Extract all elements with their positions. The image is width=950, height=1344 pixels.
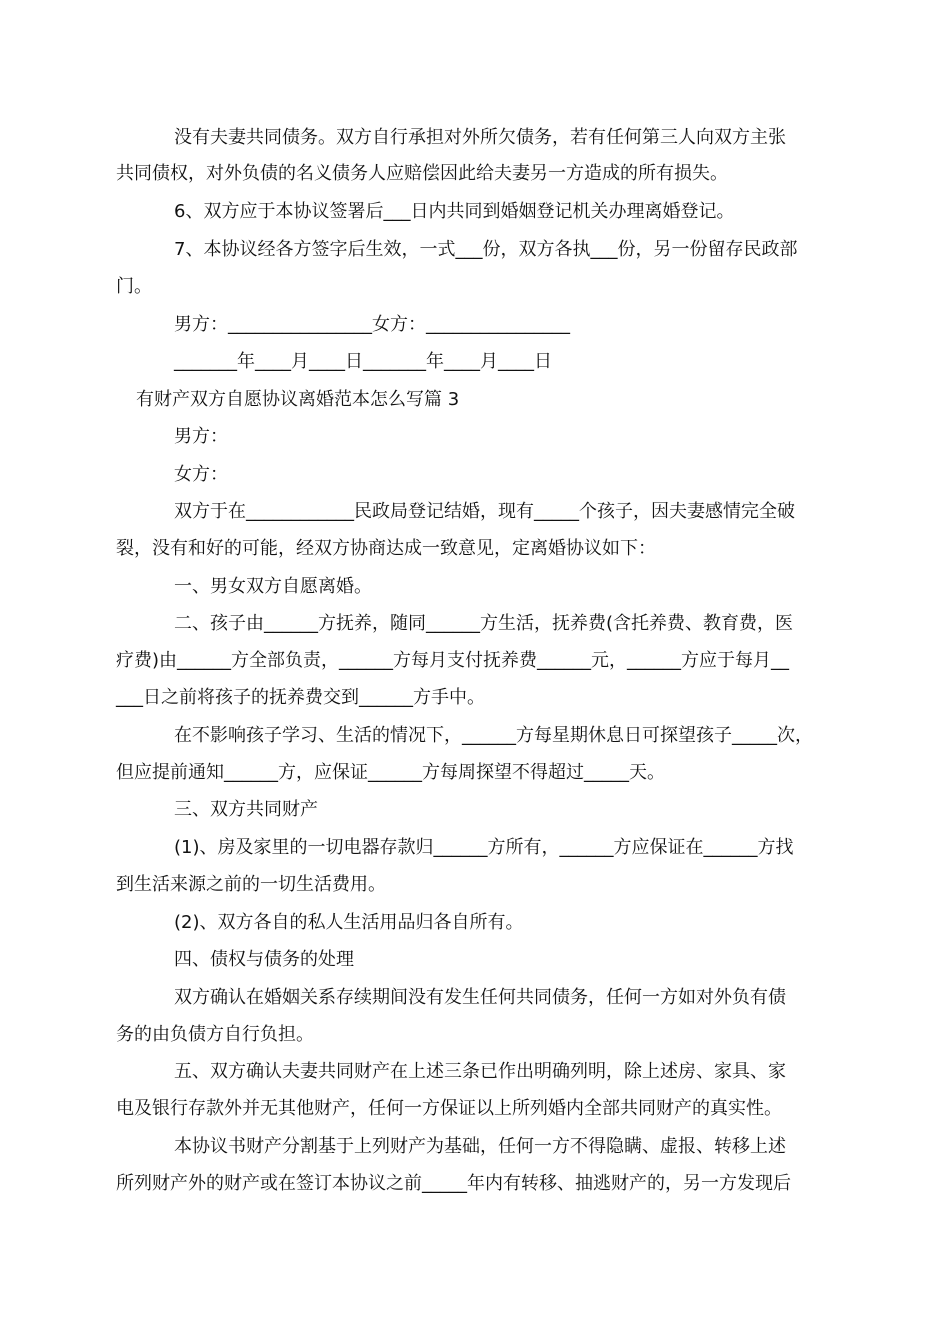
signature-line: 男方：________________女方：________________: [174, 314, 570, 335]
section-title: 有财产双方自愿协议离婚范本怎么写篇 3: [136, 389, 460, 410]
paragraph-line: (1)、房及家里的一切电器存款归______方所有，______方应保证在______方找: [174, 837, 794, 858]
paragraph-line: 务的由负债方自行负担。: [116, 1024, 314, 1045]
paragraph-line: 电及银行存款外并无其他财产，任何一方保证以上所列婚内全部共同财产的真实性。: [116, 1098, 782, 1119]
paragraph-line: 裂，没有和好的可能，经双方协商达成一致意见，定离婚协议如下：: [116, 538, 656, 559]
paragraph-line: ___日之前将孩子的抚养费交到______方手中。: [116, 687, 485, 708]
paragraph-line: 五、双方确认夫妻共同财产在上述三条已作出明确列明，除上述房、家具、家: [174, 1061, 786, 1082]
paragraph-line: 男方：: [174, 426, 228, 447]
paragraph-line: 疗费)由______方全部负责，______方每月支付抚养费______元，______方应于每月__: [116, 650, 790, 671]
date-line: _______年____月____日_______年____月____日: [174, 351, 552, 372]
paragraph-line: 门。: [116, 276, 152, 297]
paragraph-line: 但应提前通知______方，应保证______方每周探望不得超过_____天。: [116, 762, 665, 783]
paragraph-line: 在不影响孩子学习、生活的情况下，______方每星期休息日可探望孩子_____次，: [174, 725, 813, 746]
paragraph-line: 双方于在____________民政局登记结婚，现有_____个孩子，因夫妻感情完全破: [174, 501, 795, 522]
paragraph-line: (2)、双方各自的私人生活用品归各自所有。: [174, 912, 524, 933]
paragraph-line: 双方确认在婚姻关系存续期间没有发生任何共同债务，任何一方如对外负有债: [174, 987, 786, 1008]
paragraph-line: 三、双方共同财产: [174, 799, 318, 820]
paragraph-line: 共同债权，对外负债的名义债务人应赔偿因此给夫妻另一方造成的所有损失。: [116, 163, 728, 184]
paragraph-line: 到生活来源之前的一切生活费用。: [116, 874, 386, 895]
paragraph-line: 四、债权与债务的处理: [174, 949, 354, 970]
paragraph-line: 本协议书财产分割基于上列财产为基础，任何一方不得隐瞒、虚报、转移上述: [174, 1136, 786, 1157]
paragraph-line: 所列财产外的财产或在签订本协议之前_____年内有转移、抽逃财产的，另一方发现后: [116, 1173, 791, 1194]
paragraph-line: 二、孩子由______方抚养，随同______方生活，抚养费(含托养费、教育费，医: [174, 613, 794, 634]
paragraph-line: 一、男女双方自愿离婚。: [174, 576, 372, 597]
paragraph-line: 6、双方应于本协议签署后___日内共同到婚姻登记机关办理离婚登记。: [174, 201, 735, 222]
paragraph-line: 7、本协议经各方签字后生效，一式___份，双方各执___份，另一份留存民政部: [174, 239, 798, 260]
paragraph-line: 没有夫妻共同债务。双方自行承担对外所欠债务，若有任何第三人向双方主张: [174, 127, 786, 148]
paragraph-line: 女方：: [174, 464, 228, 485]
